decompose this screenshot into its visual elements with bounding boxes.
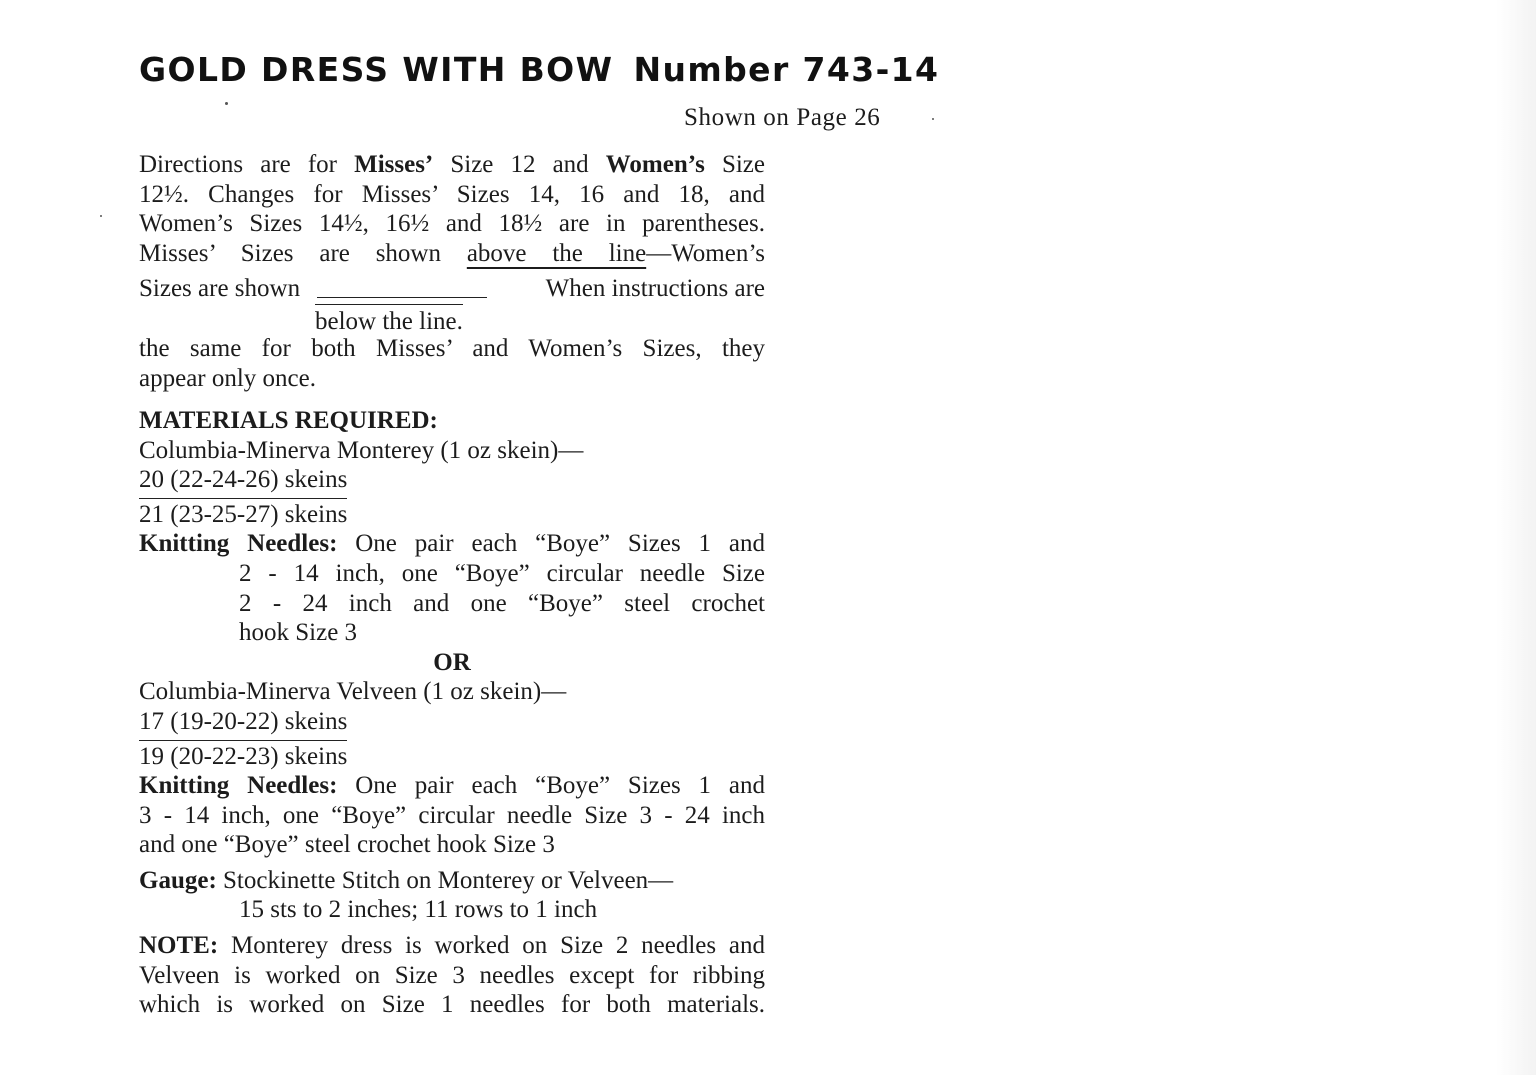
size-fraction-row	[139, 268, 765, 334]
intro-line-3: Women’s Sizes 14½, 16½ and 18½ are in parentheses.	[139, 210, 765, 238]
yarn-monterey: Columbia-Minerva Monterey (1 oz skein)—	[139, 436, 584, 464]
needles-velveen-line-2: 3 - 14 inch, one “Boye” circular needle Size 3 - 24 inch	[139, 801, 765, 829]
fraction-rule	[317, 297, 487, 298]
needles-monterey-line-1: Knitting Needles: One pair each “Boye” Sizes 1 and	[139, 530, 766, 558]
monterey-women-skeins: 21 (23-25-27) skeins	[139, 500, 348, 528]
sizes-shown-text: Sizes are shown	[139, 275, 301, 303]
title-number: Number 743-14	[633, 50, 940, 89]
pattern-instructions	[139, 150, 765, 1020]
print-speck	[100, 215, 102, 217]
intro-line-2: 12½. Changes for Misses’ Sizes 14, 16 and 18, and	[139, 180, 765, 208]
needles-monterey-line-4: hook Size 3	[239, 619, 358, 647]
gauge-line-1: Gauge: Stockinette Stitch on Monterey or Velveen—	[139, 866, 674, 894]
below-the-line-text: below the line.	[315, 304, 463, 337]
needles-monterey-line-2: 2 - 14 inch, one “Boye” circular needle Size	[239, 559, 765, 587]
page-title	[139, 50, 939, 89]
note-line-1: NOTE: Monterey dress is worked on Size 2 needles and	[139, 932, 765, 960]
yarn-velveen: Columbia-Minerva Velveen (1 oz skein)—	[139, 678, 567, 706]
velveen-women-skeins: 19 (20-22-23) skeins	[139, 742, 348, 770]
title-name: GOLD DRESS WITH BOW	[139, 50, 614, 89]
materials-heading: MATERIALS REQUIRED:	[139, 406, 438, 434]
when-instructions-text: When instructions are	[545, 275, 765, 303]
intro-line-4: Misses’ Sizes are shown above the line—Women’s	[139, 239, 765, 267]
note-line-2: Velveen is worked on Size 3 needles except for ribbing	[139, 961, 765, 989]
or-separator: OR	[433, 648, 471, 676]
intro-line-6: the same for both Misses’ and Women’s Sizes, they	[139, 335, 765, 363]
note-line-3: which is worked on Size 1 needles for both materials.	[139, 991, 765, 1019]
shown-on-page: Shown on Page 26	[684, 104, 881, 131]
needles-monterey-line-3: 2 - 24 inch and one “Boye” steel crochet	[239, 589, 765, 617]
needles-velveen-line-3: and one “Boye” steel crochet hook Size 3	[139, 831, 555, 859]
velveen-misses-skeins: 17 (19-20-22) skeins	[139, 707, 347, 741]
intro-line-7: appear only once.	[139, 364, 317, 392]
monterey-skeins	[139, 465, 765, 529]
needles-velveen-line-1: Knitting Needles: One pair each “Boye” Sizes 1 and	[139, 772, 766, 800]
velveen-skeins	[139, 707, 765, 771]
intro-line-1: Directions are for Misses’ Size 12 and Women’s Size	[139, 151, 765, 178]
print-speck	[932, 118, 934, 120]
page-edge	[1496, 0, 1536, 1075]
monterey-misses-skeins: 20 (22-24-26) skeins	[139, 465, 347, 499]
gauge-line-2: 15 sts to 2 inches; 11 rows to 1 inch	[239, 896, 598, 924]
print-speck	[225, 102, 228, 105]
